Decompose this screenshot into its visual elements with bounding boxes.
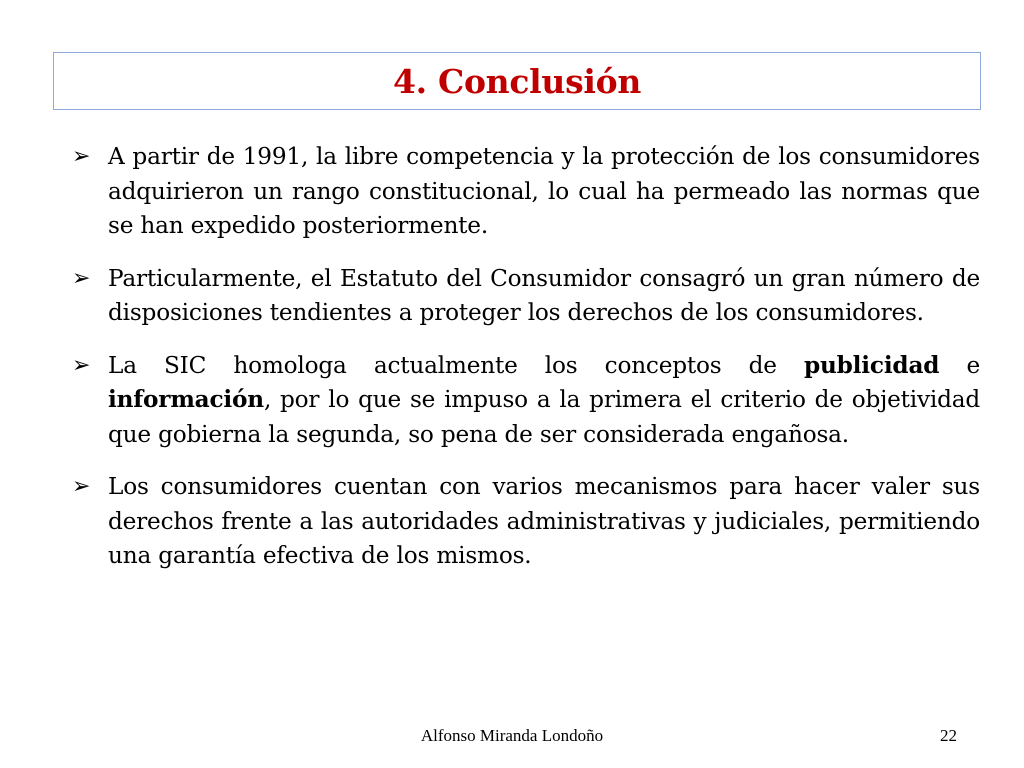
bullet-item	[70, 349, 980, 453]
bullet-text: A partir de 1991, la libre competencia y la protección de los consumidores adquirieron un rango constitucional, lo cual ha permeado las normas que se han expedido posteriormente.	[108, 143, 980, 239]
title-box	[53, 52, 981, 110]
arrow-bullet-icon: ➢	[72, 144, 91, 169]
arrow-bullet-icon: ➢	[72, 474, 91, 499]
page-number: 22	[940, 726, 957, 745]
bullet-text-part: e	[939, 351, 980, 379]
bold-term-publicidad: publicidad	[804, 351, 940, 379]
bold-term-informacion: información	[108, 386, 264, 413]
arrow-bullet-icon: ➢	[72, 352, 91, 378]
bullet-item	[70, 470, 980, 574]
bullet-item	[70, 140, 980, 244]
bullet-item	[70, 262, 980, 331]
bullet-text-part: , por lo que se impuso a la primera el criterio de objetividad que gobierna la segunda, so pena de ser considerada engañosa.	[108, 386, 980, 448]
bullet-text: Particularmente, el Estatuto del Consumidor consagró un gran número de disposiciones tendientes a proteger los derechos de los consumidores.	[108, 264, 980, 326]
bullet-text-part: La SIC homologa actualmente los conceptos de	[108, 351, 804, 379]
arrow-bullet-icon: ➢	[72, 265, 91, 291]
footer-author: Alfonso Miranda Londoño	[420, 726, 604, 745]
bullet-list	[70, 140, 980, 574]
bullet-text: Los consumidores cuentan con varios mecanismos para hacer valer sus derechos frente a las autoridades administrativas y judiciales, permitiendo una garantía efectiva de los mismos.	[108, 473, 980, 569]
slide-title: 4. Conclusión	[392, 61, 642, 101]
